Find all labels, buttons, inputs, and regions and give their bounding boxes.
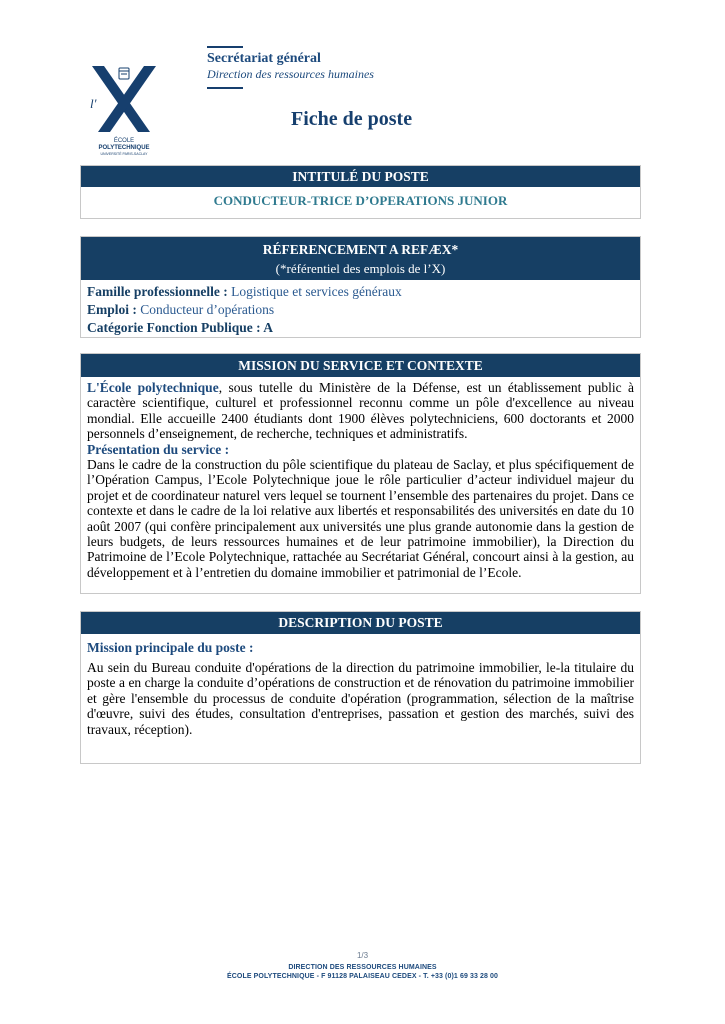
post-title: CONDUCTEUR-TRICE D’OPERATIONS JUNIOR <box>213 193 508 208</box>
mission-section <box>80 353 641 594</box>
description-heading: DESCRIPTION DU POSTE <box>81 612 640 634</box>
referencement-heading-bar <box>81 237 640 280</box>
referencement-note: (*référentiel des emplois de l’X) <box>275 261 446 276</box>
categorie-text: Catégorie Fonction Publique : A <box>87 320 273 335</box>
mission-body <box>81 377 640 580</box>
header-title: Secrétariat général <box>207 51 321 66</box>
intitule-section <box>80 165 641 219</box>
logo-line2: POLYTECHNIQUE <box>98 145 150 151</box>
categorie-row <box>87 319 634 337</box>
famille-row <box>87 283 634 301</box>
emploi-label: Emploi : <box>87 302 137 317</box>
logo-script-letter: l' <box>90 96 97 111</box>
ecole-label: L'École polytechnique <box>87 380 219 395</box>
presentation-label: Présentation du service : <box>87 441 230 457</box>
mission-principale-text: Au sein du Bureau conduite d'opérations de la direction du patrimoine immobilier, le-la titulaire du poste a en charge la conduite d’opérations de construction et de rénovation du patrimoine immobilier et gère l'ensemble du processus de conduite d'opération (programmation, sélection de la maîtrise d'œuvre, suivi des études, consultation d'entreprises, passation et gestion des marchés, suivi des travaux, réception). <box>87 660 634 737</box>
document-title: Fiche de poste <box>291 108 413 130</box>
referencement-section <box>80 236 641 338</box>
header-rule-top <box>207 46 243 48</box>
header-subtitle: Direction des ressources humaines <box>207 67 374 81</box>
ecole-polytechnique-logo <box>84 62 164 160</box>
crest-icon <box>119 68 129 79</box>
famille-value: Logistique et services généraux <box>231 284 402 299</box>
famille-label: Famille professionnelle : <box>87 284 228 299</box>
footer-line2: ÉCOLE POLYTECHNIQUE - F 91128 PALAISEAU CEDEX - T. +33 (0)1 69 33 28 00 <box>226 973 499 980</box>
logo-line3: UNIVERSITÉ PARIS-SACLAY <box>100 152 148 156</box>
referencement-details <box>81 280 640 337</box>
referencement-heading: RÉFERENCEMENT A REFÆX* <box>262 242 459 257</box>
ecole-paragraph <box>87 380 634 442</box>
ecole-text: , sous tutelle du Ministère de la Défense, est un établissement public à caractère scientifique, culturel et professionnel reconnu comme un pôle d'excellence au niveau mondial. Elle accueille 2400 étudiants dont 1900 élèves polytechniciens, 600 doctorants et 2000 personnels d’enseignement, de recherche, techniques et administratifs. <box>87 380 634 442</box>
x-mark <box>92 66 156 132</box>
mission-heading: MISSION DU SERVICE ET CONTEXTE <box>81 354 640 377</box>
header-rule-bottom <box>207 87 243 89</box>
emploi-row <box>87 301 634 319</box>
presentation-text: Dans le cadre de la construction du pôle scientifique du plateau de Saclay, et plus spécifiquement de l’Opération Campus, l’Ecole Polytechnique joue le rôle particulier d’acteur individuel majeur du projet et de coordinateur naturel vers lequel se tournent l’ensemble des partenaires du projet. Dans ce contexte et dans le cadre de la loi relative aux libertés et responsabilités des universités en date du 10 août 2007 (qui confère principalement aux universités une plus grande autonomie dans la gestion de leurs budgets, de leurs ressources humaines et de leur patrimoine immobilier), la Direction du Patrimoine de l’Ecole Polytechnique, rattachée au Secrétariat Général, concourt ainsi à la gestion, au développement et à l’entretien du domaine immobilier et patrimonial de l’Ecole. <box>87 457 634 580</box>
intitule-heading: INTITULÉ DU POSTE <box>81 166 640 187</box>
mission-principale-label: Mission principale du poste : <box>87 640 254 655</box>
page-number: 1/3 <box>356 951 369 960</box>
emploi-value: Conducteur d’opérations <box>140 302 275 317</box>
logo-line1: ÉCOLE <box>113 138 135 144</box>
description-section <box>80 611 641 764</box>
footer-line1: DIRECTION DES RESSOURCES HUMAINES <box>288 964 437 971</box>
